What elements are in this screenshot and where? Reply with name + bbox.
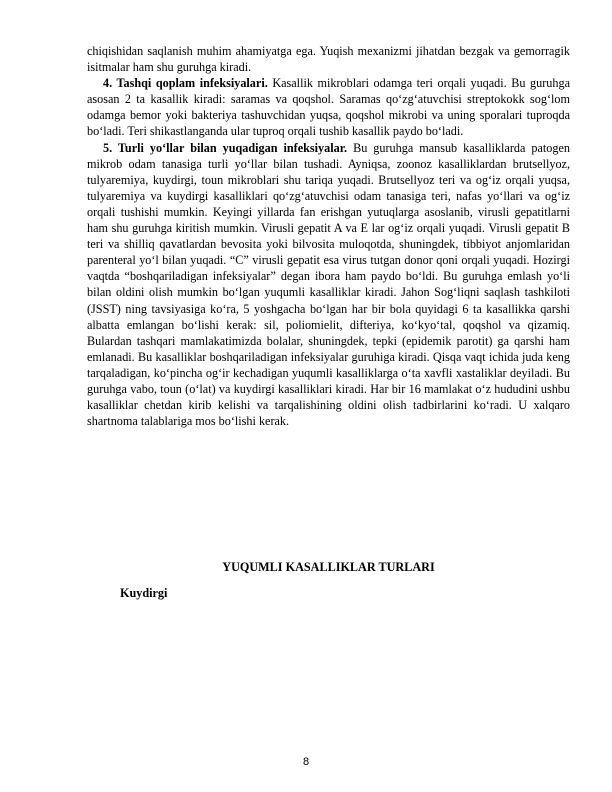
paragraph-2-lead: 4. Tashqi qoplam infeksiyalari. xyxy=(103,76,268,91)
subsection-heading: Kuydirgi xyxy=(120,586,168,600)
body-text xyxy=(87,43,570,429)
section-heading: YUQUMLI KASALLIKLAR TURLARI xyxy=(222,560,435,574)
page-number: 8 xyxy=(302,756,310,768)
paragraph-1: chiqishidan saqlanish muhim ahamiyatga ega. Yuqish mexanizmi jihatdan bezgak va gemorragik isitmalar ham shu guruhga kiradi. xyxy=(87,44,570,75)
paragraph-2 xyxy=(87,75,570,139)
paragraph-3 xyxy=(87,140,570,430)
paragraph-2-text: Kasallik mikroblari odamga teri orqali yuqadi. Bu guruhga asosan 2 ta kasallik kiradi: saramas va qoqshol. Saramas qo‘zg‘atuvchisi streptokokk sog‘lom odamga bemor yoki bakteriya tashuvchidan yuqsa, qoqshol mikrobi va uning sporalari tuproqda bo‘ladi. Teri shikastlanganda ular tuproq orqali tushib kasallik paydo bo‘ladi. xyxy=(87,76,570,139)
paragraph-3-lead: 5. Turli yo‘llar bilan yuqadigan infeksiyalar. xyxy=(103,140,348,155)
paragraph-3-text: Bu guruhga mansub kasalliklarda patogen mikrob odam tanasiga turli yo‘llar bilan tushadi. Ayniqsa, zoonoz kasalliklardan brutsellyoz, tulyaremiya, kuydirgi, toun mikroblari shu tariqa yuqadi. Brutsellyoz teri va og‘iz orqali yuqsa, tulyaremiya va kuydirgi kasalliklari qo‘zg‘atuvchisi odam tanasiga teri, nafas yo‘llari va og‘iz orqali tushishi mumkin. Keyingi yillarda fan erishgan yutuqlarga asoslanib, virusli gepatitlarni ham shu guruhga kiritish mumkin. Virusli gepatit A va E lar og‘iz orqali yuqadi. Virusli gepatit B teri va shilliq qavatlardan bevosita yoki bilvosita muloqotda, shuningdek, tibbiyot anjomlaridan parenteral yo‘l bilan yuqadi. “C” virusli gepatit esa virus tutgan donor qoni orqali yuqadi. Hozirgi vaqtda “boshqariladigan infeksiyalar” degan ibora ham paydo bo‘ldi. Bu guruhga emlash yo‘li bilan oldini olish mumkin bo‘lgan yuqumli kasalliklar kiradi. Jahon Sog‘liqni saqlash tashkiloti (JSST) ning tavsiyasiga ko‘ra, 5 yoshgacha bo‘lgan har bir bola quyidagi 6 ta kasallikka qarshi albatta emlangan bo‘lishi kerak: sil, poliomielit, difteriya, ko‘kyo‘tal, qoqshol va qizamiq. Bulardan tashqari mamlakatimizda bolalar, shuningdek, tepki (epidemik parotit) ga qarshi ham emlanadi. Bu kasalliklar boshqariladigan infeksiyalar guruhiga kiradi. Qisqa vaqt ichida juda keng tarqaladigan, ko‘pincha og‘ir kechadigan yuqumli kasalliklarga o‘ta xavfli xastaliklar deyiladi. Bu guruhga vabo, toun (o‘lat) va kuydirgi kasalliklari kiradi. Har bir 16 mamlakat o‘z hududini ushbu kasalliklar chetdan kirib kelishi va tarqalishining oldini olish tadbirlarini ko‘radi. U xalqaro shartnoma talablariga mos bo‘lishi kerak. xyxy=(87,140,571,429)
